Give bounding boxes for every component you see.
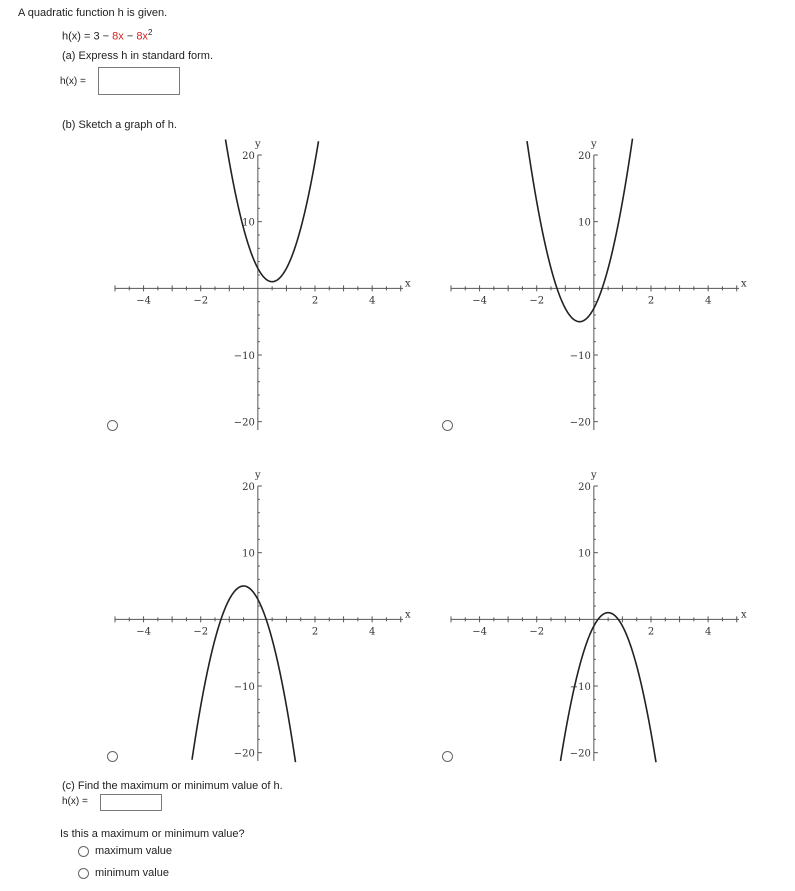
- x-axis-label: x: [405, 609, 411, 621]
- x-tick-label: −4: [472, 626, 487, 638]
- parabola-curve: [527, 139, 633, 322]
- part-b-prompt: (b) Sketch a graph of h.: [62, 119, 177, 131]
- x-tick-label: 2: [647, 626, 655, 638]
- function-lhs: h(x) = 3 −: [62, 30, 113, 43]
- parabola-curve: [561, 613, 657, 763]
- y-tick-label: −10: [233, 682, 255, 693]
- y-tick-label: −20: [233, 748, 255, 760]
- function-mid: −: [123, 30, 137, 43]
- intro-text: A quadratic function h is given.: [18, 7, 168, 19]
- x-tick-label: 2: [311, 626, 319, 638]
- parabola-curve: [192, 586, 296, 762]
- y-tick-label: 10: [578, 548, 591, 560]
- x-axis-label: x: [405, 278, 411, 290]
- minimum-value-label[interactable]: minimum value: [95, 867, 169, 879]
- y-axis-label: y: [591, 470, 597, 481]
- function-term-2: 8x: [136, 30, 148, 43]
- x-tick-label: −2: [529, 295, 545, 307]
- x-tick-label: −4: [136, 295, 151, 307]
- x-tick-label: 4: [368, 626, 376, 638]
- y-tick-label: −20: [569, 748, 591, 760]
- y-axis-label: y: [591, 139, 597, 150]
- y-tick-label: 20: [578, 151, 591, 162]
- y-tick-label: 20: [242, 151, 255, 162]
- extreme-value-input[interactable]: [100, 794, 162, 811]
- y-tick-label: 10: [242, 548, 255, 560]
- x-tick-label: 4: [368, 295, 376, 307]
- y-tick-label: 20: [578, 482, 591, 493]
- y-tick-label: 20: [242, 482, 255, 493]
- x-tick-label: −4: [136, 626, 151, 638]
- x-tick-label: −4: [472, 295, 487, 307]
- x-tick-label: −2: [193, 626, 209, 638]
- y-tick-label: −10: [569, 351, 591, 362]
- x-tick-label: 2: [311, 295, 319, 307]
- part-c-prompt: (c) Find the maximum or minimum value of h.: [62, 780, 283, 792]
- x-tick-label: 4: [704, 295, 712, 307]
- parabola-curve: [226, 140, 319, 282]
- x-axis-label: x: [741, 278, 747, 290]
- graph-option-4: [451, 466, 751, 766]
- function-term-1: 8x: [112, 30, 124, 43]
- function-exponent: 2: [147, 28, 153, 37]
- y-tick-label: −10: [233, 351, 255, 362]
- graph-option-1: [115, 135, 415, 435]
- x-tick-label: 2: [647, 295, 655, 307]
- graph-option-3: [115, 466, 415, 766]
- y-tick-label: −20: [569, 417, 591, 429]
- max-min-question: Is this a maximum or minimum value?: [60, 828, 245, 840]
- y-tick-label: −10: [569, 682, 591, 693]
- part-a-prompt: (a) Express h in standard form.: [62, 50, 214, 62]
- part-a-label: h(x) =: [60, 76, 86, 87]
- x-tick-label: −2: [193, 295, 209, 307]
- x-axis-label: x: [741, 609, 747, 621]
- y-axis-label: y: [255, 139, 261, 150]
- y-axis-label: y: [255, 470, 261, 481]
- y-tick-label: −20: [233, 417, 255, 429]
- x-tick-label: −2: [529, 626, 545, 638]
- maximum-value-radio[interactable]: [78, 846, 89, 857]
- y-tick-label: 10: [242, 217, 255, 229]
- graph-option-2: [451, 135, 751, 435]
- minimum-value-radio[interactable]: [78, 868, 89, 879]
- part-c-label: h(x) =: [62, 796, 88, 807]
- y-tick-label: 10: [578, 217, 591, 229]
- x-tick-label: 4: [704, 626, 712, 638]
- maximum-value-label[interactable]: maximum value: [95, 845, 173, 857]
- standard-form-input[interactable]: [98, 67, 180, 95]
- function-definition: [62, 28, 152, 43]
